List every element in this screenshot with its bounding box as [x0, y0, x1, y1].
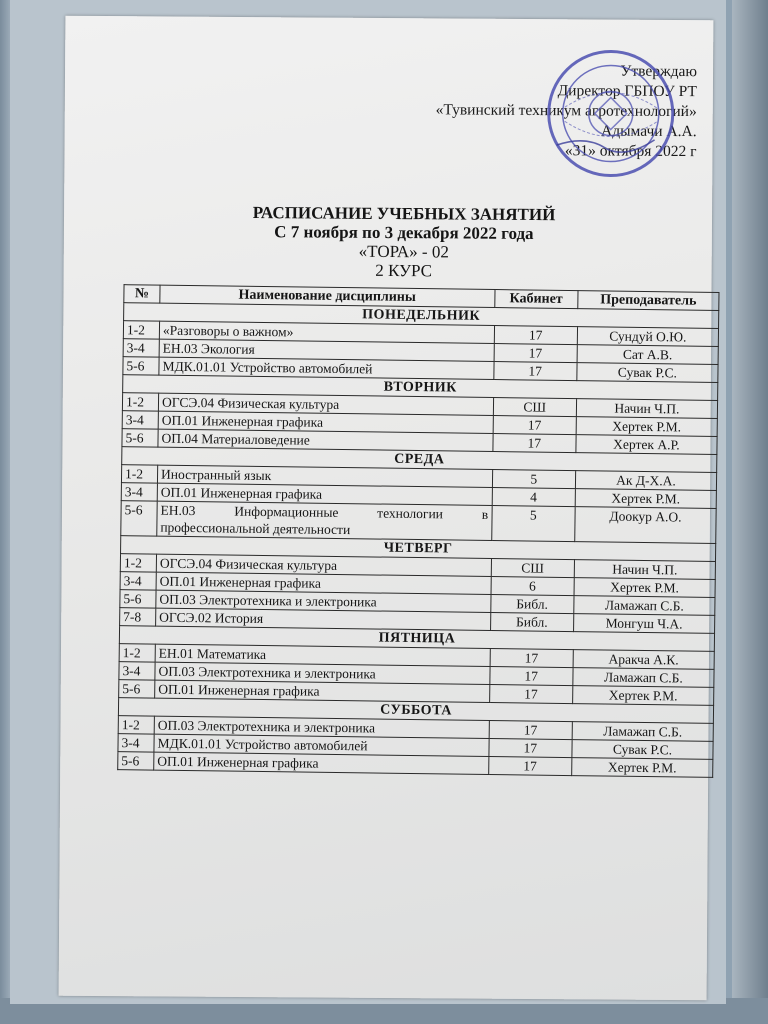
lesson-num: 3-4: [119, 662, 155, 680]
header-subject: Наименование дисциплины: [160, 285, 495, 307]
lesson-teacher: Ак Д-Х.А.: [575, 471, 716, 491]
lesson-room: 17: [488, 738, 572, 757]
lesson-teacher: Доокур А.О.: [575, 507, 717, 544]
lesson-subject: Иностранный язык: [157, 465, 492, 487]
lesson-teacher: Сувак Р.С.: [577, 363, 718, 383]
lesson-subject: ЕН.03 Экология: [159, 339, 494, 361]
lesson-teacher: Хертек А.Р.: [576, 435, 717, 455]
lesson-num: 3-4: [123, 339, 159, 357]
lesson-num: 1-2: [122, 393, 158, 411]
lesson-subject: ОП.01 Инженерная графика: [156, 572, 491, 594]
lesson-subject: ОП.03 Электротехника и электроника: [156, 590, 491, 612]
lesson-num: 3-4: [120, 572, 156, 590]
schedule-period: С 7 ноября по 3 декабря 2022 года: [274, 222, 534, 244]
lesson-num: 1-2: [118, 716, 154, 734]
header-teacher: Преподаватель: [578, 291, 719, 311]
lesson-num: 5-6: [118, 752, 154, 770]
lesson-room: 17: [489, 684, 573, 703]
lesson-subject: ОГСЭ.02 История: [156, 608, 491, 630]
lesson-subject: ОП.03 Электротехника и электроника: [155, 662, 490, 684]
lesson-teacher: Сувак Р.С.: [572, 740, 713, 760]
schedule-heading: [124, 202, 685, 282]
header-num: №: [124, 285, 160, 303]
lesson-room: 17: [488, 756, 572, 775]
lesson-teacher: Хертек Р.М.: [573, 686, 714, 706]
approval-line-signature: Адымачи А.А.: [601, 122, 697, 141]
schedule-table: [117, 284, 719, 778]
lesson-num: 3-4: [121, 483, 157, 501]
lesson-subject: ОП.01 Инженерная графика: [154, 752, 489, 774]
lesson-teacher: Начин Ч.П.: [574, 560, 715, 580]
lesson-num: 1-2: [119, 644, 155, 662]
lesson-teacher: Хертек Р.М.: [576, 417, 717, 437]
day-name: СУББОТА: [118, 698, 713, 724]
lesson-room: Библ.: [490, 612, 574, 631]
header-room: Кабинет: [494, 290, 578, 309]
lesson-subject: ОГСЭ.04 Физическая культура: [158, 393, 493, 415]
lesson-teacher: Хертек Р.М.: [572, 758, 713, 778]
lesson-subject: МДК.01.01 Устройство автомобилей: [154, 734, 489, 756]
lesson-room: 17: [489, 666, 573, 685]
lesson-teacher: Начин Ч.П.: [576, 399, 717, 419]
day-name: ПОНЕДЕЛЬНИК: [124, 303, 719, 329]
lesson-teacher: Хертек Р.М.: [575, 489, 716, 509]
lesson-subject: «Разговоры о важном»: [159, 321, 494, 343]
day-name: ЧЕТВЕРГ: [121, 536, 716, 562]
display-frame-right: [732, 0, 768, 1024]
round-seal-stamp-icon: [544, 47, 677, 180]
lesson-teacher: Сундуй О.Ю.: [577, 327, 718, 347]
lesson-room: 4: [492, 488, 576, 507]
lesson-num: 1-2: [123, 321, 159, 339]
lesson-room: 6: [491, 576, 575, 595]
lesson-num: 1-2: [121, 465, 157, 483]
lesson-teacher: Хертек Р.М.: [574, 578, 715, 598]
lesson-room: 17: [492, 434, 576, 453]
lesson-teacher: Ламажап С.Б.: [574, 596, 715, 616]
schedule-course: 2 КУРС: [375, 260, 433, 281]
lesson-subject: ЕН.01 Математика: [155, 644, 490, 666]
lesson-num: 3-4: [118, 734, 154, 752]
lesson-num: 3-4: [122, 411, 158, 429]
lesson-teacher: Сат А.В.: [577, 345, 718, 365]
lesson-subject: ОП.01 Инженерная графика: [155, 680, 490, 702]
lesson-subject: МДК.01.01 Устройство автомобилей: [159, 357, 494, 379]
lesson-subject: ОП.04 Материаловедение: [158, 429, 493, 451]
lesson-room: 5: [491, 506, 575, 542]
lesson-room: 17: [489, 720, 573, 739]
lesson-subject: ОП.01 Инженерная графика: [157, 483, 492, 505]
lesson-teacher: Ламажап С.Б.: [572, 722, 713, 742]
schedule-group: «ТОРА» - 02: [358, 241, 449, 262]
day-name: СРЕДА: [122, 447, 717, 473]
lesson-num: 1-2: [120, 554, 156, 572]
lesson-teacher: Ламажап С.Б.: [573, 668, 714, 688]
lesson-room: 17: [494, 344, 578, 363]
lesson-subject: ЕН.03 Информационные технологии в профессиональной деятельности: [157, 501, 492, 540]
lesson-room: 17: [493, 416, 577, 435]
lesson-room: Библ.: [490, 594, 574, 613]
lesson-num: 5-6: [121, 501, 157, 536]
schedule-sheet: [59, 16, 714, 1001]
approval-line-date: «31» октября 2022 г: [564, 142, 697, 161]
approval-line-approve: Утверждаю: [620, 62, 698, 81]
lesson-subject: ОГСЭ.04 Физическая культура: [156, 554, 491, 576]
day-name: ВТОРНИК: [123, 375, 718, 401]
lesson-room: 17: [494, 326, 578, 345]
lesson-room: СШ: [491, 558, 575, 577]
lesson-room: 5: [492, 470, 576, 489]
lesson-num: 5-6: [122, 429, 158, 447]
lesson-num: 7-8: [120, 608, 156, 626]
lesson-room: 17: [490, 648, 574, 667]
lesson-subject: ОП.01 Инженерная графика: [158, 411, 493, 433]
lesson-num: 5-6: [123, 357, 159, 375]
lesson-room: СШ: [493, 398, 577, 417]
lesson-teacher: Аракча А.К.: [573, 650, 714, 670]
lesson-teacher: Монгуш Ч.А.: [573, 614, 714, 634]
day-name: ПЯТНИЦА: [119, 626, 714, 652]
lesson-room: 17: [493, 362, 577, 381]
lesson-num: 5-6: [120, 590, 156, 608]
approval-line-institution: «Тувинский техникум агротехнологий»: [435, 101, 697, 121]
lesson-subject: ОП.03 Электротехника и электроника: [154, 716, 489, 738]
lesson-num: 5-6: [119, 680, 155, 698]
schedule-title: РАСПИСАНИЕ УЧЕБНЫХ ЗАНЯТИЙ: [252, 203, 556, 225]
approval-line-position: Директор ГБПОУ РТ: [557, 82, 697, 101]
